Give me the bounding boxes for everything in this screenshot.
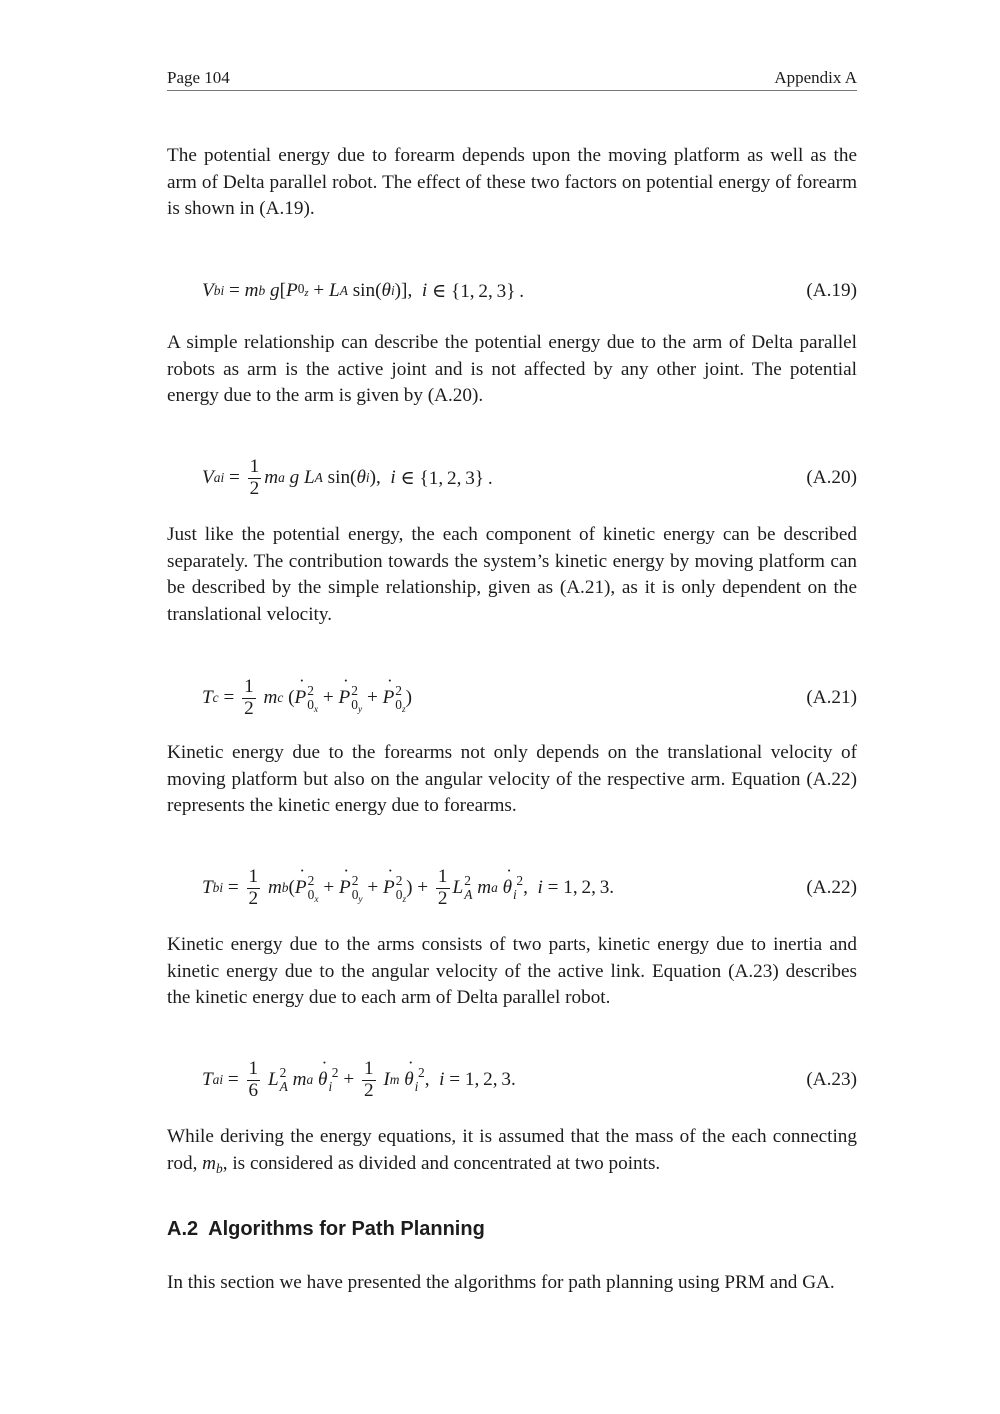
equation-number: (A.19) [806,280,857,301]
equation-number: (A.20) [806,467,857,488]
equation-expression: T ai = $\frac{1}{6}$ L 2 A m a ˙ θ 2 i + $\frac{1}{2}$ I m ˙ θ 2 i , i = 1, 2, 3. [202,1060,516,1100]
equation-expression: T c = $\frac{1}{2}$ m c ( ˙ P 2 $0_x$ + ˙ P 2 $0_y$ + ˙ P 2 $0_z$ ) [202,678,412,718]
equation-number: (A.23) [806,1069,857,1090]
section-title: Algorithms for Path Planning [208,1218,485,1240]
paragraph-arm-potential: A simple relationship can describe the potential energy due to the arm of Delta parallel robots as arm is the active joint and is not affected by any other joint. The potential energy due to the arm is given by (A.20). [167,332,857,407]
paragraph-kinetic-platform: Just like the potential energy, the each component of kinetic energy can be described separately. The contribution towards the system’s kinetic energy by moving platform can be described by the simple relationship, given as (A.21), as it is only dependent on the translational velocity. [167,524,857,625]
equation-expression: V bi = m b g [ P $0_z$ + L A sin( θ i )], i ∈ {1, 2, 3} . [202,280,525,302]
paragraph-mass-assumption [167,1124,857,1177]
paragraph-text: While deriving the energy equations, it is assumed that the mass of the each connecting rod, [167,1126,857,1174]
math-subscript: b [216,1160,223,1176]
equation-expression: V ai = $\frac{1}{2}$ m a g L A sin( θ i ), i ∈ {1, 2, 3} . [202,456,493,499]
paragraph-kinetic-forearm: Kinetic energy due to the forearms not only depends on the translational velocity of moving platform but also on the angular velocity of the respective arm. Equation (A.22) represents the kinetic energy due to forearms. [167,742,857,817]
equation-a22 [167,868,857,908]
section-heading [167,1218,485,1241]
paragraph-section-intro: In this section we have presented the algorithms for path planning using PRM and GA. [167,1272,835,1293]
equation-a19 [167,271,857,311]
equation-a21 [167,678,857,718]
equation-a20 [167,458,857,498]
page-header [167,66,857,91]
equation-number: (A.21) [806,687,857,708]
paragraph-kinetic-arm: Kinetic energy due to the arms consists of two parts, kinetic energy due to inertia and kinetic energy due to the angular velocity of the active link. Equation (A.23) describes the kinetic energy due to each arm of Delta parallel robot. [167,934,857,1009]
equation-number: (A.22) [806,877,857,898]
equation-expression: T bi = $\frac{1}{2}$ m b ( ˙ P 2 $0_x$ + ˙ P 2 $0_y$ + ˙ P 2 $0_z$ ) + $\frac{1}{2}$ L 2 A m a ˙ θ 2 i , i = 1, 2, 3. [202,868,614,908]
page-number: Page 104 [167,68,230,87]
equation-a23 [167,1060,857,1100]
section-number: A.2 [167,1218,199,1240]
paragraph-forearm-potential: The potential energy due to forearm depends upon the moving platform as well as the arm of Delta parallel robot. The effect of these two factors on potential energy of forearm is shown in (A.19). [167,145,857,220]
paragraph-text: , is considered as divided and concentrated at two points. [222,1152,661,1174]
running-title: Appendix A [774,68,857,87]
math-symbol: m [202,1152,217,1174]
